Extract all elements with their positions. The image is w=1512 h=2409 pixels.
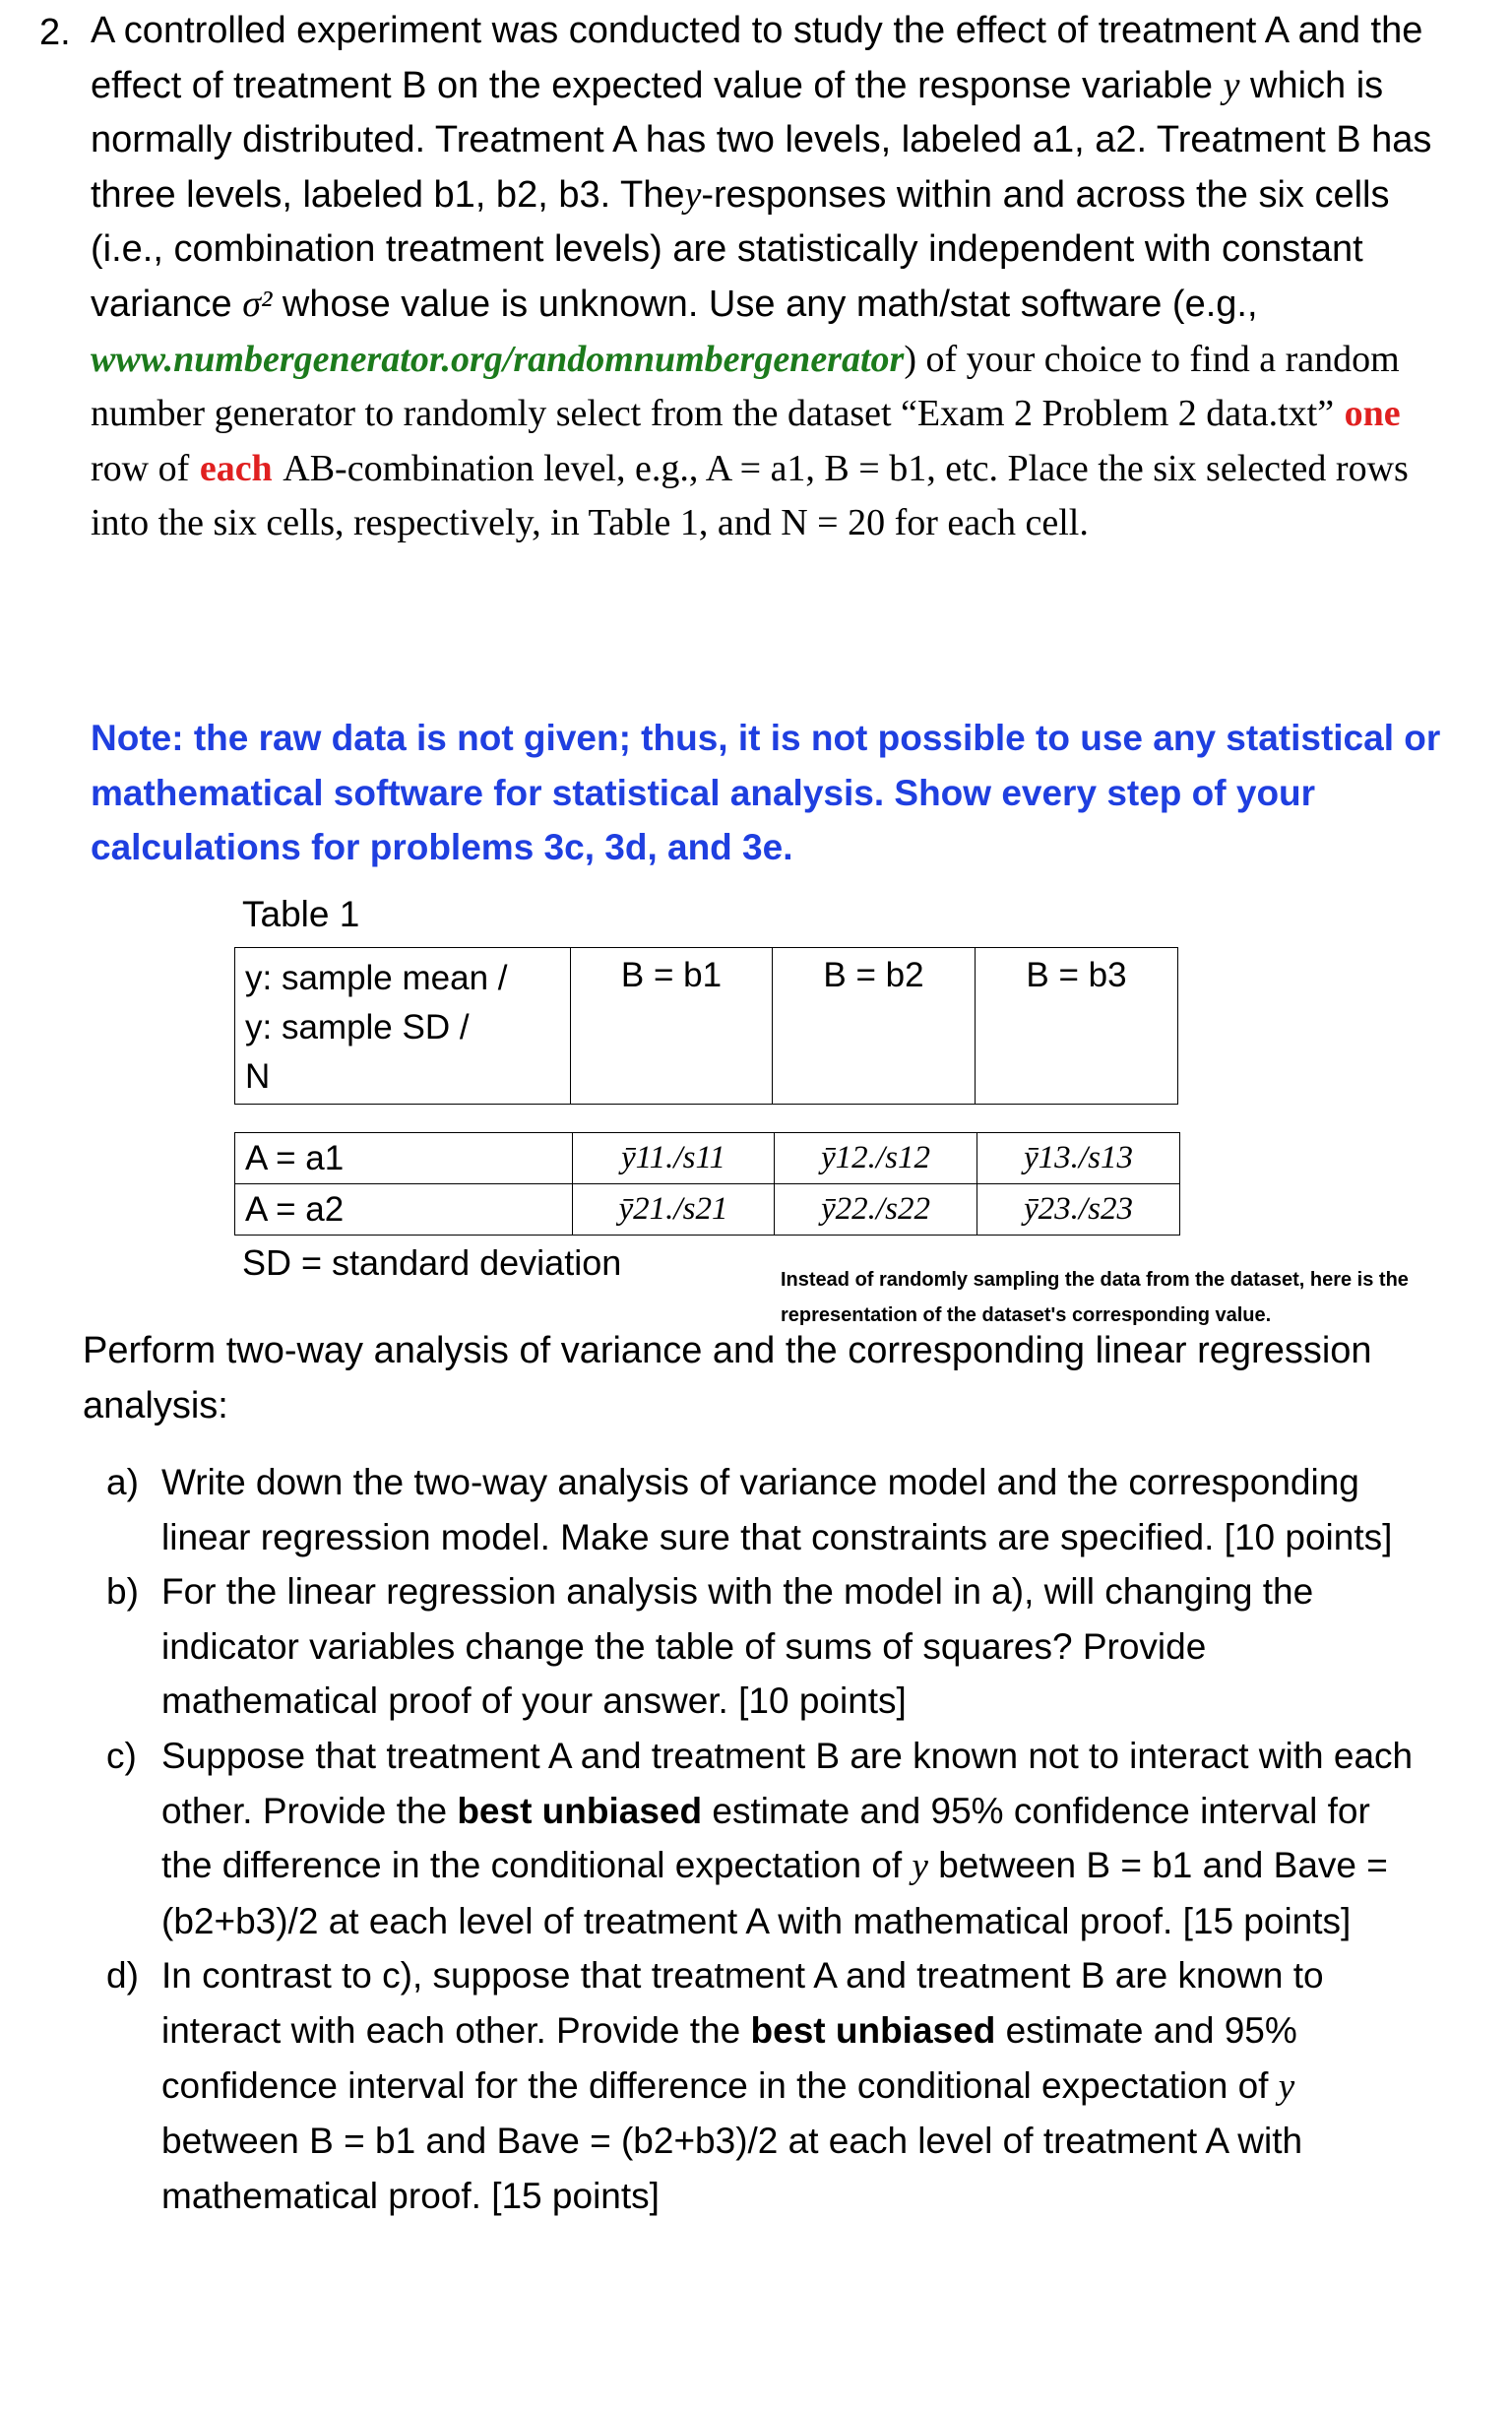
header-b1: B = b1 xyxy=(571,948,773,1105)
table-title: Table 1 xyxy=(242,894,360,934)
question-c: c) Suppose that treatment A and treatment B are known not to interact with each other. Provide the best unbiased estimate and 95% confidence interval for the difference in the conditional expectation of y between B = b1 and Bave = (b2+b3)/2 at each level of treatment A with mathematical proof. [15 points] xyxy=(106,1729,1416,1948)
header-label-n: N xyxy=(245,1057,271,1096)
question-c-label: c) xyxy=(106,1735,137,1776)
cell-a1-b2: ȳ12./s12 xyxy=(775,1133,977,1184)
question-b-text: For the linear regression analysis with the model in a), will changing the indicator variables change the table of sums of squares? Provide mathematical proof of your answer. [10 points] xyxy=(161,1571,1314,1722)
table-data xyxy=(234,1132,1180,1236)
one-emphasis: one xyxy=(1344,393,1401,435)
question-list xyxy=(106,1455,1416,2223)
table-row xyxy=(235,1184,1180,1236)
question-a-label: a) xyxy=(106,1462,139,1502)
y-symbol: y xyxy=(1223,64,1240,106)
question-b xyxy=(106,1564,1416,1729)
note-paragraph: Note: the raw data is not given; thus, it is not possible to use any statistical or mathematical software for statistical analysis. Show every step of your calculations for problems 3c, 3d, and 3e. xyxy=(91,718,1441,868)
y-symbol: y xyxy=(912,1846,928,1887)
header-label-sd: y: sample SD / xyxy=(245,1008,470,1046)
instead-note: Instead of randomly sampling the data from the dataset, here is the representation of the dataset's corresponding value. xyxy=(781,1269,1409,1326)
y-symbol: y xyxy=(1278,2065,1295,2107)
question-b-label: b) xyxy=(106,1571,139,1613)
question-a-text: Write down the two-way analysis of variance model and the corresponding linear regression model. Make sure that constraints are specified. [10 points] xyxy=(161,1462,1393,1557)
cell-a1-b1: ȳ11./s11 xyxy=(573,1133,775,1184)
best-unbiased-emphasis: best unbiased xyxy=(457,1790,703,1831)
cell-a2-b2: ȳ22./s22 xyxy=(775,1184,977,1236)
question-a xyxy=(106,1455,1416,1564)
sigma-squared: σ² xyxy=(242,283,273,325)
table-header xyxy=(234,947,1178,1105)
header-b3: B = b3 xyxy=(976,948,1178,1105)
table-row xyxy=(235,1133,1180,1184)
problem-number: 2. xyxy=(39,12,71,53)
row-label-a2: A = a2 xyxy=(235,1184,573,1236)
question-d-label: d) xyxy=(106,1955,139,1997)
perform-instruction: Perform two-way analysis of variance and the corresponding linear regression analysis: xyxy=(83,1330,1372,1426)
header-label-mean: y: sample mean / xyxy=(245,959,508,997)
cell-a2-b1: ȳ21./s21 xyxy=(573,1184,775,1236)
header-label-cell xyxy=(235,948,571,1105)
problem-statement: A controlled experiment was conducted to study the effect of treatment A and the effect of treatment B on the expected value of the response variable y which is normally distributed. Treatment A has two levels, labeled a1, a2. Treatment B has three levels, labeled b1, b2, b3. They-responses within and across the six cells (i.e., combination treatment levels) are statistically independent with constant variance σ² whose value is unknown. Use any math/stat software (e.g., www.numbergenerator.org/randomnumbergenerator) of your choice to find a random number generator to randomly select from the dataset “Exam 2 Problem 2 data.txt” one row of each AB-combination level, e.g., A = a1, B = b1, etc. Place the six selected rows into the six cells, respectively, in Table 1, and N = 20 for each cell. xyxy=(91,10,1432,544)
row-label-a1: A = a1 xyxy=(235,1133,573,1184)
sd-note: SD = standard deviation xyxy=(242,1242,622,1283)
each-emphasis: each xyxy=(199,447,273,489)
random-generator-link[interactable]: www.numbergenerator.org/randomnumbergenerator xyxy=(91,338,905,380)
cell-a2-b3: ȳ23./s23 xyxy=(977,1184,1180,1236)
best-unbiased-emphasis: best unbiased xyxy=(750,2009,996,2051)
cell-a1-b3: ȳ13./s13 xyxy=(977,1133,1180,1184)
y-symbol: y xyxy=(684,173,702,216)
question-d: d) In contrast to c), suppose that treatment A and treatment B are known to interact with each other. Provide the best unbiased estimate and 95% confidence interval for the difference in the conditional expectation of y between B = b1 and Bave = (b2+b3)/2 at each level of treatment A with mathematical proof. [15 points] xyxy=(106,1948,1416,2223)
header-b2: B = b2 xyxy=(773,948,976,1105)
